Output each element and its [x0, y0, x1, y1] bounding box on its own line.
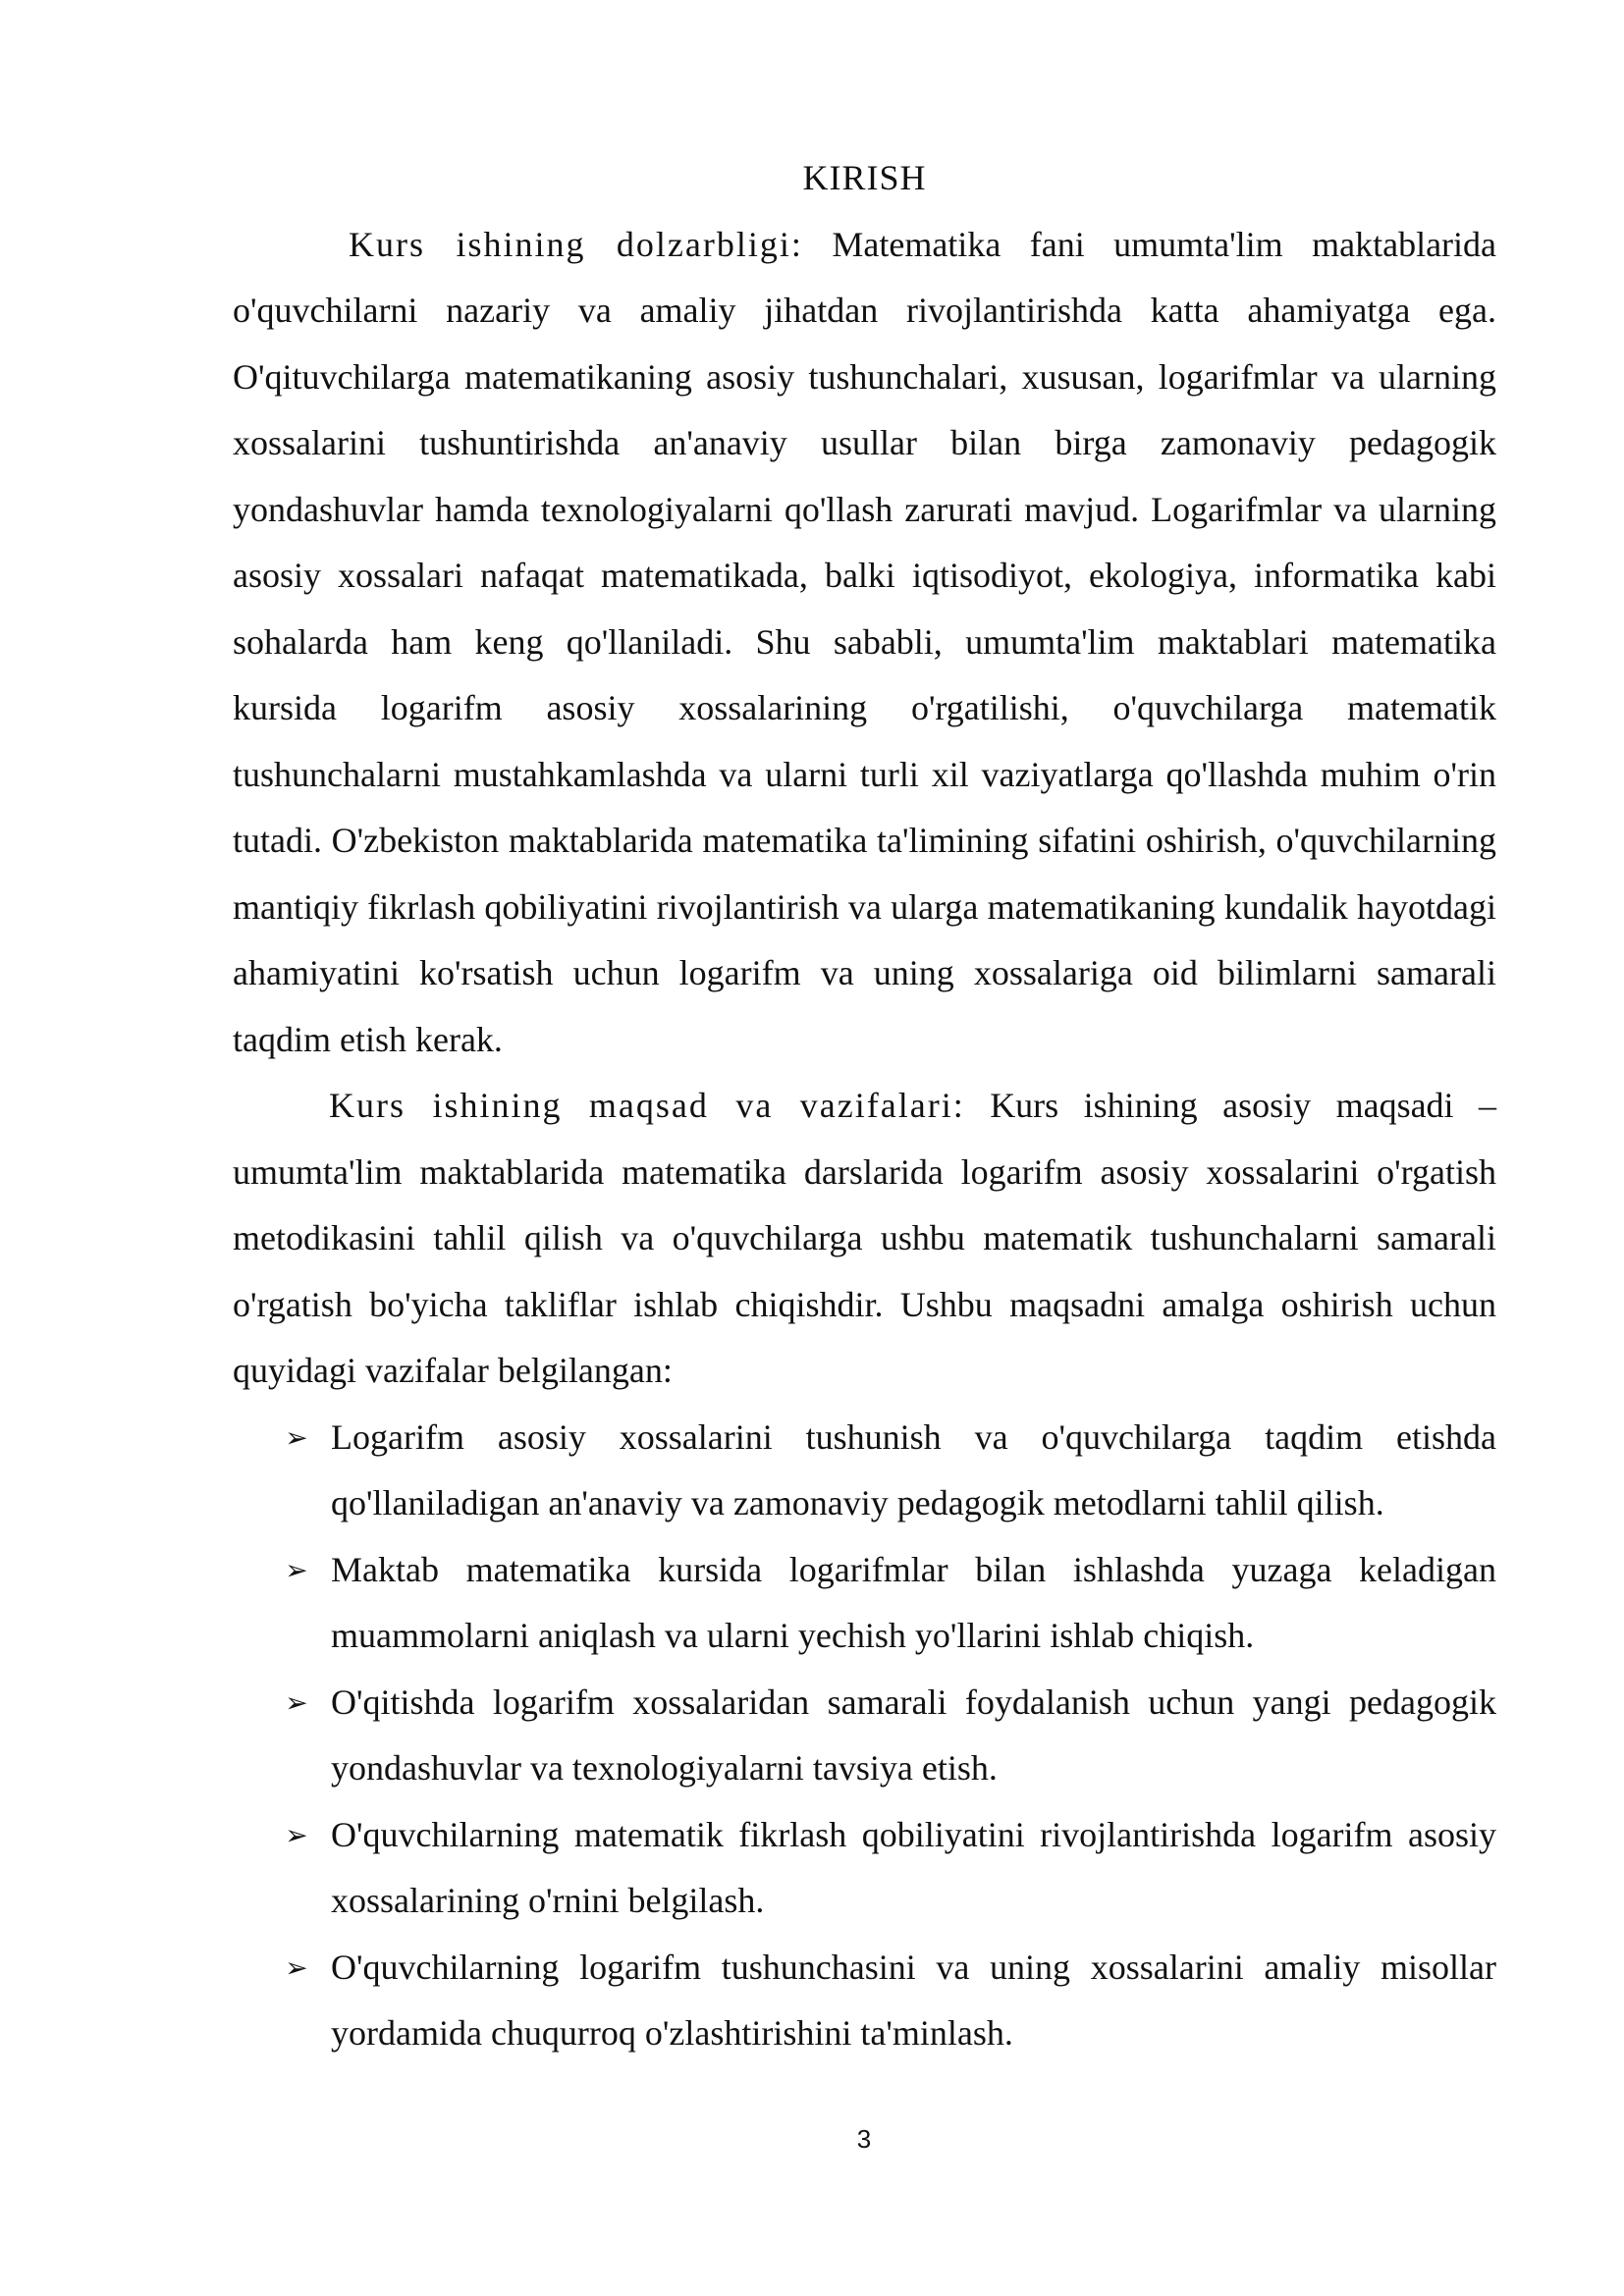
relevance-lead: Kurs ishining dolzarbligi: — [349, 224, 803, 264]
section-title: KIRISH — [802, 158, 927, 197]
task-text-5: O'quvchilarning logarifm tushunchasini va uning xossalarini amaliy misollar yordamida chuqurroq o'zlashtirishini ta'minlash. — [331, 1947, 1496, 2053]
page-content — [233, 145, 1496, 2067]
task-text-4: O'quvchilarning matematik fikrlash qobiliyatini rivojlantirishda logarifm asosiy xossalarining o'rnini belgilash. — [331, 1814, 1496, 1920]
arrow-bullet-icon: ➢ — [285, 1818, 308, 1851]
task-item-2 — [233, 1537, 1496, 1670]
goals-body: Kurs ishining asosiy maqsadi – umumta'lim maktablarida matematika darslarida logarifm asosiy xossalarini o'rgatish metodikasini tahlil qilish va o'quvchilarga ushbu matematik tushunchalarni samarali o'rgatish bo'yicha takliflar ishlab chiqishdir. Ushbu maqsadni amalga oshirish uchun quyidagi vazifalar belgilangan: — [233, 1086, 1497, 1390]
task-item-3 — [233, 1670, 1496, 1802]
goals-lead: Kurs ishining maqsad va vazifalari: — [329, 1086, 965, 1125]
arrow-bullet-icon: ➢ — [285, 1950, 308, 1984]
task-item-5 — [233, 1935, 1496, 2067]
arrow-bullet-icon: ➢ — [285, 1420, 308, 1454]
task-item-1 — [233, 1405, 1496, 1537]
task-item-4 — [233, 1802, 1496, 1935]
task-text-3: O'qitishda logarifm xossalaridan samarali foydalanish uchun yangi pedagogik yondashuvlar va texnologiyalarni tavsiya etish. — [331, 1682, 1496, 1788]
arrow-bullet-icon: ➢ — [285, 1553, 308, 1586]
page-number: 3 — [856, 2124, 872, 2154]
arrow-bullet-icon: ➢ — [285, 1685, 308, 1719]
task-text-1: Logarifm asosiy xossalarini tushunish va o'quvchilarga taqdim etishda qo'llaniladigan an'anaviy va zamonaviy pedagogik metodlarni tahlil qilish. — [331, 1416, 1496, 1522]
goals-paragraph — [233, 1073, 1496, 1405]
relevance-body: Matematika fani umumta'lim maktablarida o'quvchilarni nazariy va amaliy jihatdan rivojlantirishda katta ahamiyatga ega. O'qituvchilarga matematikaning asosiy tushunchalari, xususan, logarifmlar va ularning xossalarini tushuntirishda an'anaviy usullar bilan birga zamonaviy pedagogik yondashuvlar hamda texnologiyalarni qo'llash zarurati mavjud. Logarifmlar va ularning asosiy xossalari nafaqat matematikada, balki iqtisodiyot, ekologiya, informatika kabi sohalarda ham keng qo'llaniladi. Shu sababli, umumta'lim maktablari matematika kursida logarifm asosiy xossalarining o'rgatilishi, o'quvchilarga matematik tushunchalarni mustahkamlashda va ularni turli xil vaziyatlarga qo'llashda muhim o'rin tutadi. O'zbekiston maktablarida matematika ta'limining sifatini oshirish, o'quvchilarning mantiqiy fikrlash qobiliyatini rivojlantirish va ularga matematikaning kundalik hayotdagi ahamiyatini ko'rsatish uchun logarifm va uning xossalariga oid bilimlarni samarali taqdim etish kerak. — [233, 224, 1497, 1059]
task-text-2: Maktab matematika kursida logarifmlar bilan ishlashda yuzaga keladigan muammolarni aniqlash va ularni yechish yo'llarini ishlab chiqish. — [331, 1549, 1496, 1655]
relevance-paragraph — [233, 212, 1496, 1074]
task-list — [233, 1405, 1496, 2067]
